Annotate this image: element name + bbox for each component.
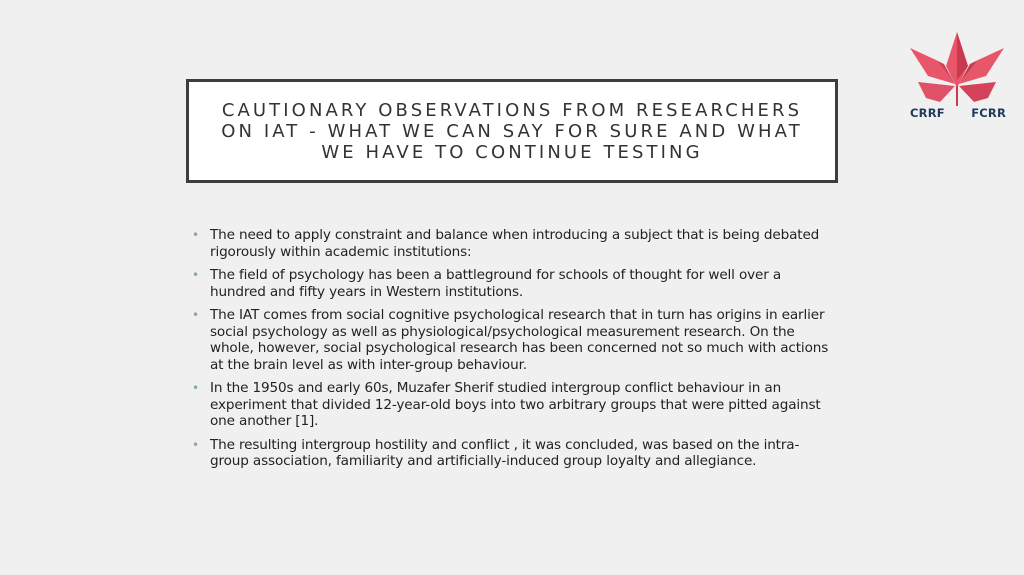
- bullet-marker-icon: •: [192, 437, 199, 452]
- logo-label-left: CRRF: [910, 106, 945, 120]
- bullet-list: [192, 227, 832, 477]
- bullet-text: The IAT comes from social cognitive psychological research that in turn has origins in earlier social psychology as well as physiological/psychological measurement research. On the whole, however, social psychological research has been concerned not so much with actions at the brain level as with inter-group behaviour.: [210, 307, 829, 373]
- bullet-text: The field of psychology has been a battleground for schools of thought for well over a hundred and fifty years in Western institutions.: [210, 267, 782, 300]
- bullet-item: [192, 227, 832, 260]
- bullet-marker-icon: •: [192, 381, 199, 395]
- logo-label-right: FCRR: [971, 106, 1006, 120]
- bullet-item: [192, 307, 832, 373]
- title-box: [186, 79, 838, 183]
- bullet-text: In the 1950s and early 60s, Muzafer Sherif studied intergroup conflict behaviour in an experiment that divided 12-year-old boys into two arbitrary groups that were pitted against one another [1].: [210, 380, 821, 429]
- bullet-marker-icon: •: [192, 308, 199, 322]
- bullet-marker-icon: •: [192, 268, 199, 282]
- logo-labels: [910, 106, 1006, 122]
- bullet-text: The resulting intergroup hostility and conflict , it was concluded, was based on the intra-group association, familiarity and artificially-induced group loyalty and allegiance.: [210, 436, 800, 469]
- slide-title: CAUTIONARY OBSERVATIONS FROM RESEARCHERS ON IAT - WHAT WE CAN SAY FOR SURE AND WHAT WE HAVE TO CONTINUE TESTING: [221, 99, 803, 163]
- bullet-item: [192, 380, 832, 430]
- bullet-item: [192, 267, 832, 300]
- bullet-marker-icon: •: [192, 228, 199, 242]
- bullet-text: The need to apply constraint and balance when introducing a subject that is being debated rigorously within academic institutions:: [210, 227, 820, 260]
- bullet-item: [192, 437, 832, 470]
